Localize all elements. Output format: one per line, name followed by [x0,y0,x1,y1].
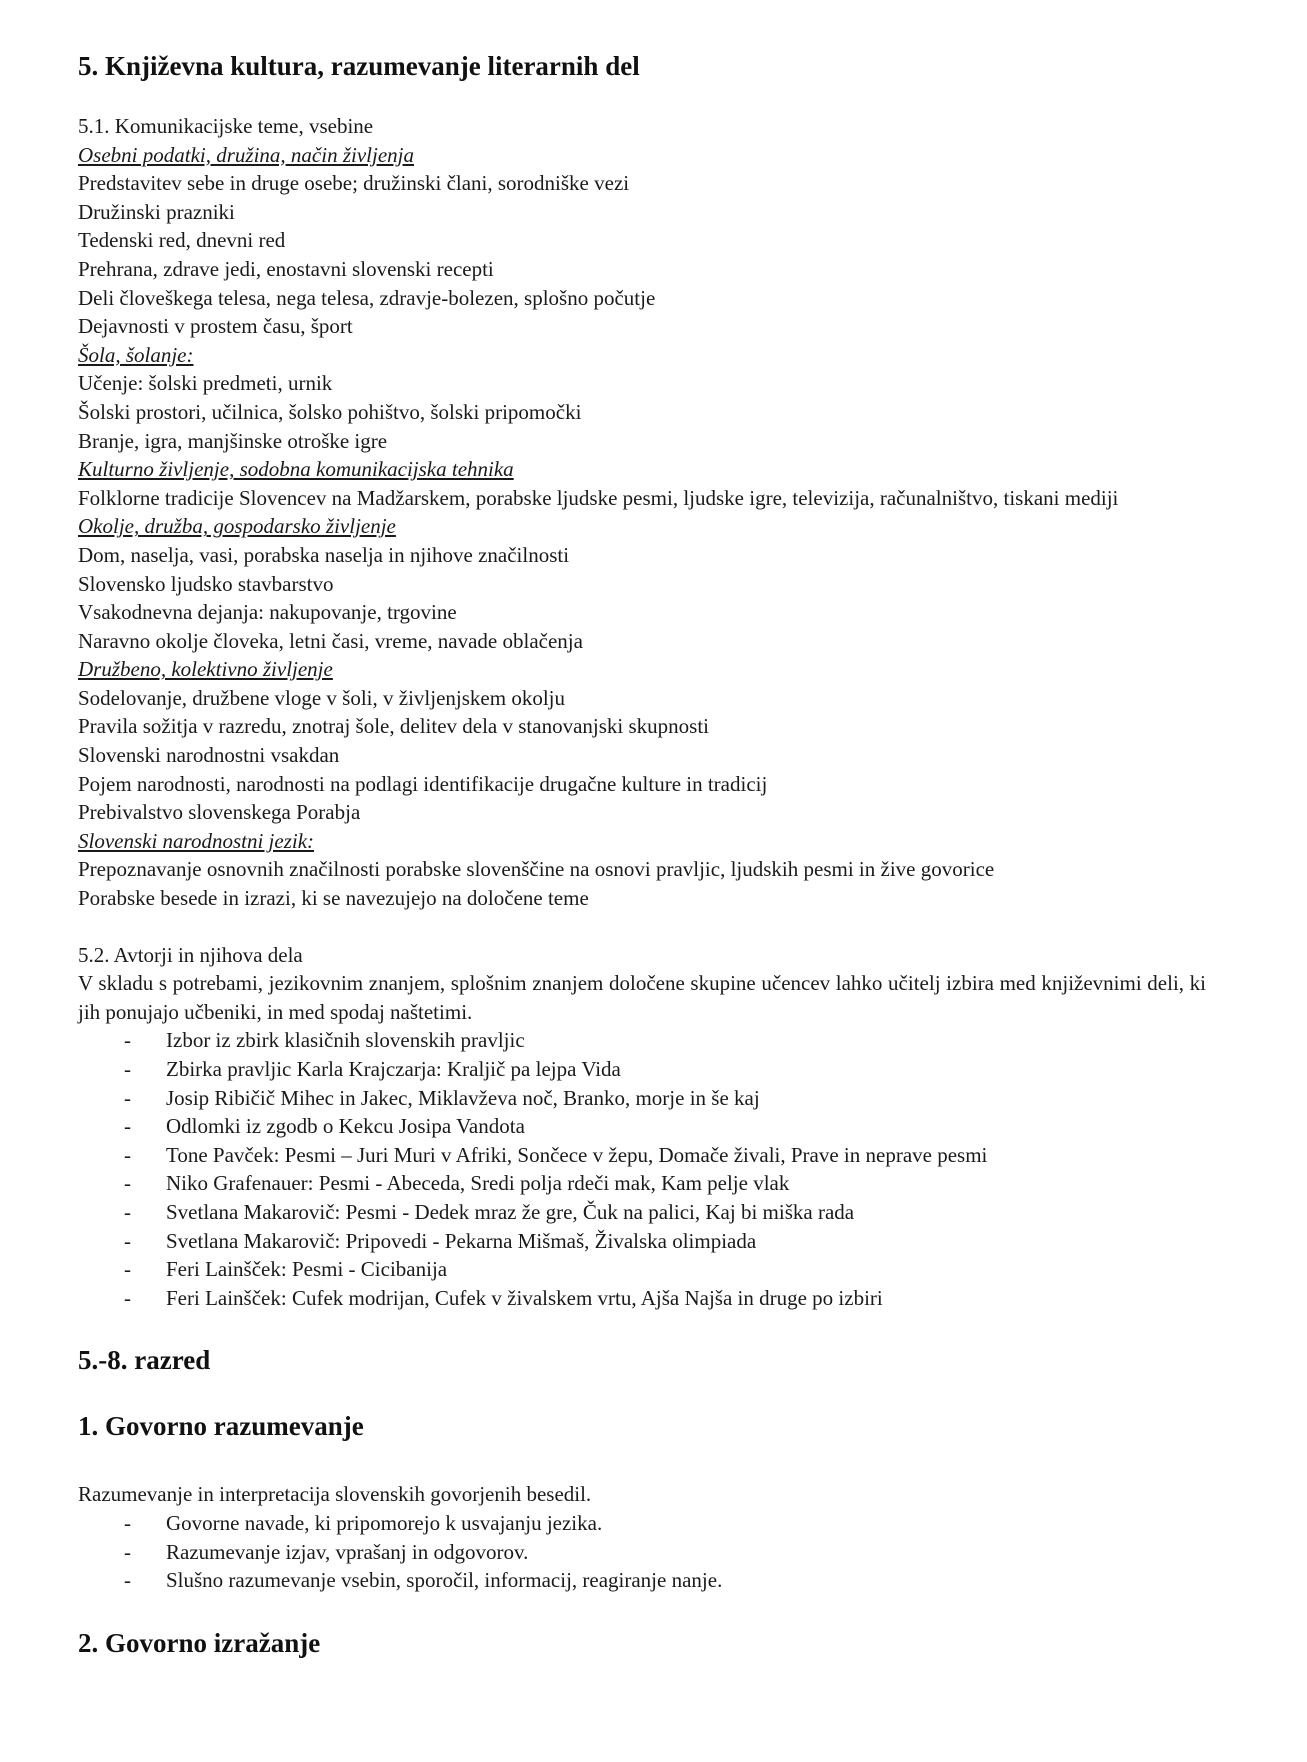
section-heading-speech-expression: 2. Govorno izražanje [78,1627,321,1658]
list-item [78,1198,1206,1227]
topic-line: Družinski prazniki [78,199,235,224]
authors-intro-paragraph: V skladu s potrebami, jezikovnim znanjem, splošnim znanjem določene skupine učencev lahko učitelj izbira med književnimi deli, ki jih ponujajo učbeniki, in med spodaj naštetimi. [78,971,1206,1024]
list-item [78,1255,1206,1284]
topic-title: Okolje, družba, gospodarsko življenje [78,514,396,539]
dash-bullet: - [124,1568,131,1593]
topic-line: Dejavnosti v prostem času, šport [78,314,353,339]
topic-paragraph: Folklorne tradicije Slovencev na Madžarskem, porabske ljudske pesmi, ljudske igre, televizija, računalništvo, tiskani mediji [78,485,1119,510]
list-item [78,1112,1206,1141]
topic-line: Prepoznavanje osnovnih značilnosti porabske slovenščine na osnovi pravljic, ljudskih pesmi in žive govorice [78,857,995,882]
topic-title: Družbeno, kolektivno življenje [78,657,333,682]
topic-line: Branje, igra, manjšinske otroške igre [78,428,388,453]
speech-list [78,1509,1206,1595]
list-item [78,1509,1206,1538]
dash-bullet: - [124,1142,131,1167]
topic-line: Tedenski red, dnevni red [78,228,286,253]
list-item [78,1566,1206,1595]
dash-bullet: - [124,1114,131,1139]
list-item [78,1084,1206,1113]
list-item [78,1055,1206,1084]
list-item-text: Govorne navade, ki pripomorejo k usvajanju jezika. [166,1510,603,1535]
list-item [78,1538,1206,1567]
list-item-text: Zbirka pravljic Karla Krajczarja: Kraljič pa lejpa Vida [166,1057,621,1081]
topic-line: Učenje: šolski predmeti, urnik [78,371,333,396]
topic-line: Slovensko ljudsko stavbarstvo [78,571,334,596]
subsection-title-topics: 5.1. Komunikacijske teme, vsebine [78,114,374,138]
topic-line: Vsakodnevna dejanja: nakupovanje, trgovine [78,600,457,625]
topic-line: Predstavitev sebe in druge osebe; družinski člani, sorodniške vezi [78,171,630,196]
speech-intro: Razumevanje in interpretacija slovenskih govorjenih besedil. [78,1482,592,1507]
topic-line: Pojem narodnosti, narodnosti na podlagi identifikacije drugačne kulture in tradicij [78,771,768,796]
topic-line: Prehrana, zdrave jedi, enostavni slovenski recepti [78,256,494,281]
list-item-text: Razumevanje izjav, vprašanj in odgovorov. [166,1539,529,1564]
list-item-text: Svetlana Makarovič: Pripovedi - Pekarna Mišmaš, Živalska olimpiada [166,1228,757,1253]
dash-bullet: - [124,1228,131,1253]
section-heading-literary-culture: 5. Književna kultura, razumevanje literarnih del [78,51,640,81]
list-item-text: Izbor iz zbirk klasičnih slovenskih pravljic [166,1028,525,1053]
list-item-text: Odlomki iz zgodb o Kekcu Josipa Vandota [166,1114,525,1139]
list-item [78,1141,1206,1170]
topic-line: Dom, naselja, vasi, porabska naselja in njihove značilnosti [78,542,570,567]
topic-line: Naravno okolje človeka, letni časi, vreme, navade oblačenja [78,628,583,653]
section-heading-speech-comprehension: 1. Govorno razumevanje [78,1411,364,1442]
list-item [78,1169,1206,1198]
dash-bullet: - [124,1199,131,1224]
grade-heading: 5.-8. razred [78,1345,211,1376]
dash-bullet: - [124,1028,131,1053]
list-item [78,1026,1206,1055]
topic-line: Slovenski narodnostni vsakdan [78,743,340,768]
topic-line: Sodelovanje, družbene vloge v šoli, v življenjskem okolju [78,685,565,710]
list-item-text: Tone Pavček: Pesmi – Juri Muri v Afriki, Sončece v žepu, Domače živali, Prave in neprave pesmi [166,1142,988,1167]
subsection-title-authors: 5.2. Avtorji in njihova dela [78,942,303,967]
document-page [78,48,1206,1661]
list-item-text: Josip Ribičič Mihec in Jakec, Miklavževa noč, Branko, morje in še kaj [166,1085,760,1110]
dash-bullet: - [124,1171,131,1196]
list-item-text: Svetlana Makarovič: Pesmi - Dedek mraz že gre, Čuk na palici, Kaj bi miška rada [166,1199,855,1224]
topic-line: Prebivalstvo slovenskega Porabja [78,800,361,825]
list-item-text: Feri Lainšček: Cufek modrijan, Cufek v živalskem vrtu, Ajša Najša in druge po izbiri [166,1285,883,1310]
works-list [78,1026,1206,1312]
list-item-text: Feri Lainšček: Pesmi - Cicibanija [166,1257,448,1282]
dash-bullet: - [124,1539,131,1564]
dash-bullet: - [124,1057,131,1081]
dash-bullet: - [124,1510,131,1535]
dash-bullet: - [124,1285,131,1310]
list-item-text: Slušno razumevanje vsebin, sporočil, informacij, reagiranje nanje. [166,1568,723,1593]
topic-title: Kulturno življenje, sodobna komunikacijska tehnika [78,457,514,482]
topic-line: Porabske besede in izrazi, ki se navezujejo na določene teme [78,886,589,911]
topic-line: Pravila sožitja v razredu, znotraj šole, delitev dela v stanovanjski skupnosti [78,714,710,739]
topic-title: Osebni podatki, družina, način življenja [78,142,414,167]
topic-title: Slovenski narodnostni jezik: [78,828,315,853]
topic-title: Šola, šolanje: [78,342,194,367]
list-item [78,1284,1206,1313]
dash-bullet: - [124,1085,131,1110]
list-item [78,1227,1206,1256]
list-item-text: Niko Grafenauer: Pesmi - Abeceda, Sredi polja rdeči mak, Kam pelje vlak [166,1171,790,1196]
topic-line: Deli človeškega telesa, nega telesa, zdravje-bolezen, splošno počutje [78,285,656,310]
dash-bullet: - [124,1257,131,1282]
topic-line: Šolski prostori, učilnica, šolsko pohištvo, šolski pripomočki [78,399,582,424]
